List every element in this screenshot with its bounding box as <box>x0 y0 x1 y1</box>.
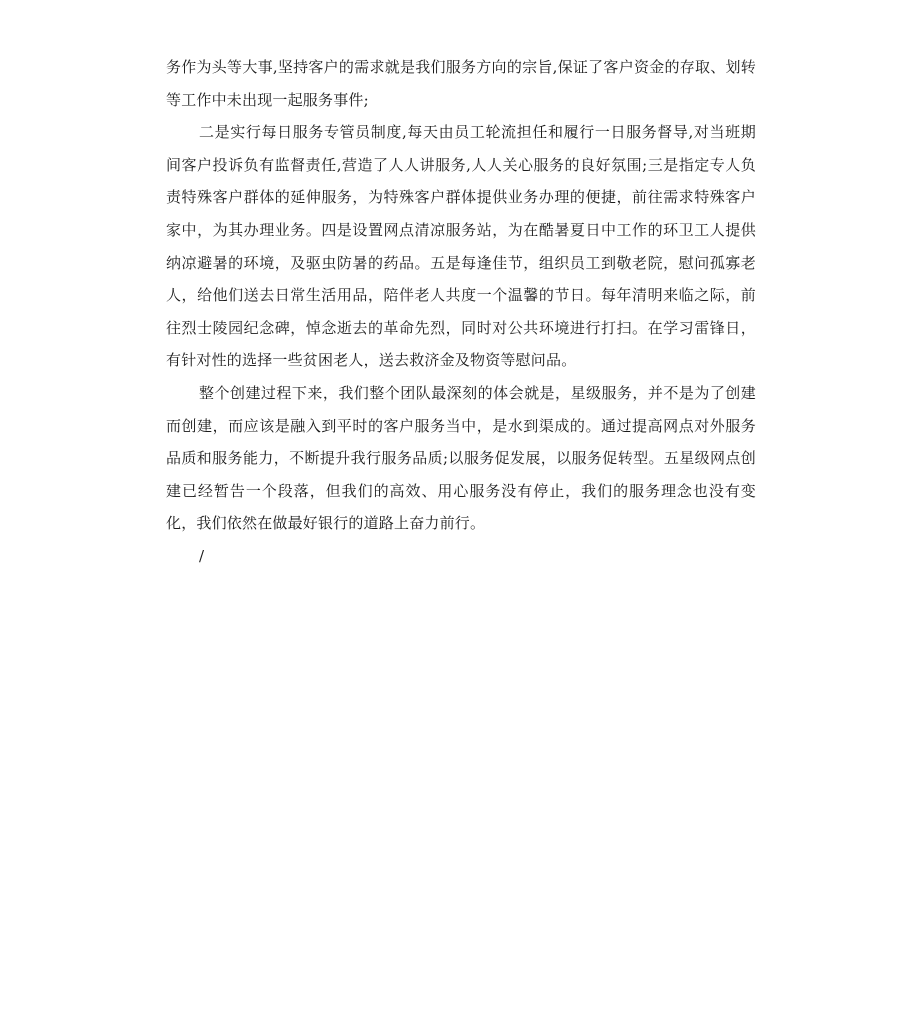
trailing-slash-mark: / <box>199 546 205 565</box>
paragraph-continued: 务作为头等大事,坚持客户的需求就是我们服务方向的宗旨,保证了客户资金的存取、划转等工作中未出现一起服务事件; <box>166 58 756 109</box>
paragraph-service-measures: 二是实行每日服务专管员制度,每天由员工轮流担任和履行一日服务督导,对当班期间客户投诉负有监督责任,营造了人人讲服务,人人关心服务的良好氛围;三是指定专人负责特殊客户群体的延伸服务，为特殊客户群体提供业务办理的便捷，前往需求特殊客户家中，为其办理业务。四是设置网点清凉服务站，为在酷暑夏日中工作的环卫工人提供纳凉避暑的环境，及驱虫防暑的药品。五是每逢佳节，组织员工到敬老院，慰问孤寡老人，给他们送去日常生活用品，陪伴老人共度一个温馨的节日。每年清明来临之际，前往烈士陵园纪念碑，悼念逝去的革命先烈，同时对公共环境进行打扫。在学习雷锋日，有针对性的选择一些贫困老人，送去救济金及物资等慰问品。 <box>166 123 756 370</box>
document-body <box>166 51 756 573</box>
paragraph-summary: 整个创建过程下来，我们整个团队最深刻的体会就是，星级服务，并不是为了创建而创建，而应该是融入到平时的客户服务当中，是水到渠成的。通过提高网点对外服务品质和服务能力，不断提升我行服务品质;以服务促发展，以服务促转型。五星级网点创建已经暂告一个段落，但我们的高效、用心服务没有停止，我们的服务理念也没有变化，我们依然在做最好银行的道路上奋力前行。 <box>166 383 756 533</box>
